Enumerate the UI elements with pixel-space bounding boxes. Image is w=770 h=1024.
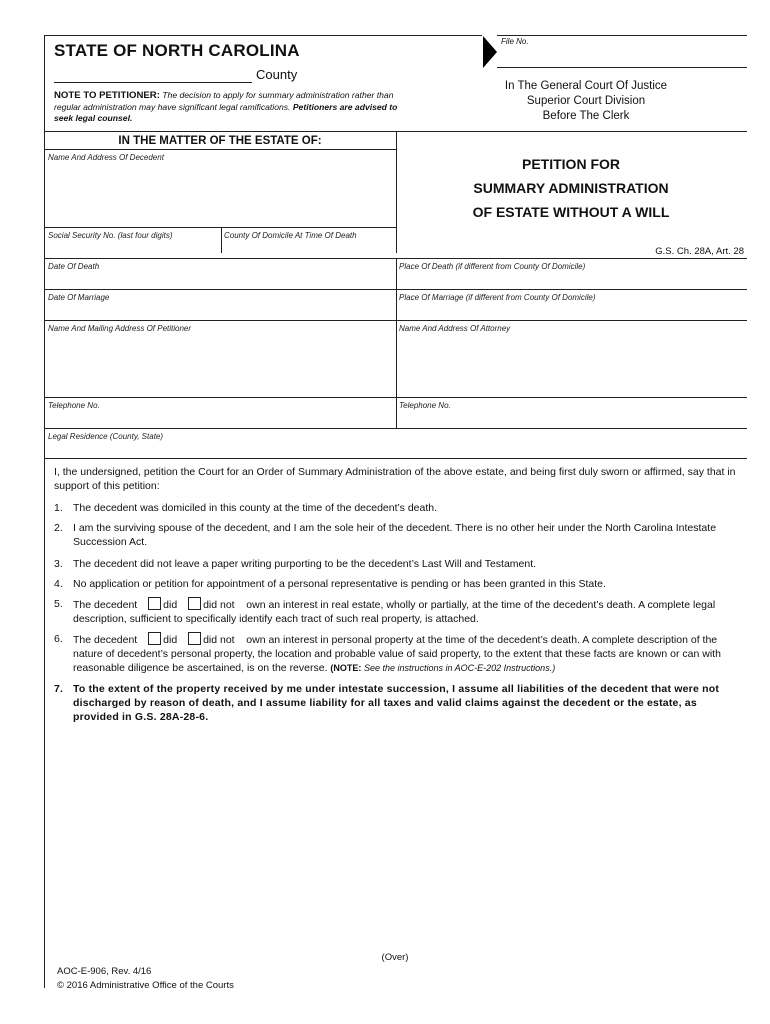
note-text: The decision to apply for summary administration rather than regular administration may have significant legal ramifications.: [54, 90, 394, 112]
top-rule-left: [44, 35, 482, 36]
item-content: [73, 632, 744, 675]
petitioner-row-rule: [44, 320, 747, 321]
decedent-name-label: Name And Address Of Decedent: [48, 153, 164, 162]
attorney-name-field[interactable]: [397, 334, 746, 396]
telephone-row-rule: [44, 397, 747, 398]
petitioner-name-field[interactable]: [45, 334, 395, 396]
item-content: [73, 597, 744, 626]
item-rest: own an interest in real estate, wholly or partially, at the time of the decedent’s death. A complete legal description, sufficient to specifically identify each tract of such real property, is attached.: [73, 599, 716, 625]
petitioner-telephone-field[interactable]: [45, 411, 395, 428]
center-divider: [396, 131, 397, 253]
ssn-field[interactable]: [45, 241, 220, 253]
date-of-death-label: Date Of Death: [48, 262, 100, 271]
item-text: I am the surviving spouse of the decedent, and I am the sole heir of the decedent. There is no other heir under the North Carolina Intestate Succession Act.: [73, 522, 717, 548]
form-title: [440, 152, 702, 224]
file-no-label: File No.: [501, 37, 529, 46]
note-to-petitioner: [54, 90, 399, 125]
attorney-telephone-field[interactable]: [397, 411, 746, 428]
court-line: In The General Court Of Justice: [504, 80, 668, 92]
item-number: 5.: [54, 598, 63, 610]
item-text: No application or petition for appointment of a personal representative is pending or has been granted in this State.: [73, 578, 606, 590]
did-not-checkbox[interactable]: [188, 632, 201, 645]
legal-residence-field[interactable]: [45, 442, 745, 457]
court-block: [496, 79, 676, 124]
did-checkbox[interactable]: [148, 597, 161, 610]
place-of-death-field[interactable]: [397, 272, 746, 288]
item-number: 1.: [54, 502, 63, 514]
item-rest: own an interest in personal property at the time of the decedent’s death. A complete description of the nature of decedent’s personal property, the location and probable value of said property, to the extent that these facts are known or can with reasonable diligence be ascertained, is on the reverse.: [73, 634, 721, 674]
note-emphasis: Petitioners are advised to seek legal counsel.: [54, 101, 398, 123]
item-text: To the extent of the property received by me under intestate succession, I assume all liabilities of the decedent that were not discharged by reason of death, and I assume liability for all taxes and valid claims against the decedent or the estate, as provided in G.S. 28A-28-6.: [73, 683, 720, 723]
petitioner-telephone-label: Telephone No.: [48, 401, 100, 410]
residence-bottom-rule: [44, 458, 747, 459]
item-number: 2.: [54, 522, 63, 534]
petition-intro: I, the undersigned, petition the Court for an Order of Summary Administration of the above estate, and being first duly sworn or affirmed, say that in support of this petition:: [54, 466, 736, 492]
ssn-label: Social Security No. (last four digits): [48, 231, 173, 240]
date-of-marriage-field[interactable]: [45, 303, 395, 319]
marriage-row-rule: [44, 289, 747, 290]
state-heading: STATE OF NORTH CAROLINA: [54, 41, 300, 60]
county-label: County: [256, 67, 298, 82]
did-not-checkbox[interactable]: [188, 597, 201, 610]
file-arrow-icon: [483, 36, 497, 68]
item-number: 7.: [54, 683, 64, 695]
did-label: did: [163, 599, 178, 611]
legal-residence-label: Legal Residence (County, State): [48, 432, 164, 441]
place-of-death-label: Place Of Death (if different from County Of Domicile): [399, 262, 586, 271]
item-text: The decedent did not leave a paper writing purporting to be the decedent’s Last Will and Testament.: [73, 558, 537, 570]
court-line: Before The Clerk: [542, 110, 630, 122]
court-line: Superior Court Division: [526, 95, 646, 107]
top-rule-right: [497, 35, 747, 36]
copyright: © 2016 Administrative Office of the Courts: [57, 980, 234, 991]
residence-row-rule: [44, 428, 747, 429]
file-no-rule: [497, 67, 747, 68]
item-prefix: The decedent: [73, 634, 138, 646]
form-title-line: OF ESTATE WITHOUT A WILL: [472, 204, 670, 220]
did-not-label: did not: [203, 599, 235, 611]
over-label: (Over): [381, 952, 409, 963]
did-not-label: did not: [203, 634, 235, 646]
item-number: 3.: [54, 558, 63, 570]
date-of-death-field[interactable]: [45, 272, 395, 288]
form-id: AOC-E-906, Rev. 4/16: [57, 966, 152, 977]
note-heading: NOTE TO PETITIONER:: [54, 90, 160, 101]
ssn-top-rule: [44, 227, 396, 228]
date-of-marriage-label: Date Of Marriage: [48, 293, 110, 302]
did-label: did: [163, 634, 178, 646]
place-of-marriage-field[interactable]: [397, 303, 746, 319]
county-domicile-field[interactable]: [222, 241, 395, 253]
did-checkbox[interactable]: [148, 632, 161, 645]
decedent-name-field[interactable]: [45, 165, 395, 227]
matter-bottom-rule: [44, 149, 396, 150]
note-label: (NOTE:: [330, 663, 362, 673]
attorney-name-label: Name And Address Of Attorney: [399, 324, 511, 333]
note-text: See the instructions in AOC-E-202 Instructions.): [363, 663, 556, 673]
item-prefix: The decedent: [73, 599, 138, 611]
statute-reference: G.S. Ch. 28A, Art. 28: [655, 246, 744, 257]
item-text: The decedent was domiciled in this county at the time of the decedent’s death.: [73, 502, 438, 514]
form-title-line: SUMMARY ADMINISTRATION: [473, 180, 669, 196]
county-field[interactable]: [54, 82, 252, 83]
matter-heading: IN THE MATTER OF THE ESTATE OF:: [118, 135, 322, 147]
item-number: 4.: [54, 578, 63, 590]
form-title-line: PETITION FOR: [522, 156, 620, 172]
item-number: 6.: [54, 633, 63, 645]
attorney-telephone-label: Telephone No.: [399, 401, 451, 410]
county-domicile-label: County Of Domicile At Time Of Death: [224, 231, 357, 240]
place-of-marriage-label: Place Of Marriage (if different from County Of Domicile): [399, 293, 596, 302]
petitioner-name-label: Name And Mailing Address Of Petitioner: [48, 324, 192, 333]
